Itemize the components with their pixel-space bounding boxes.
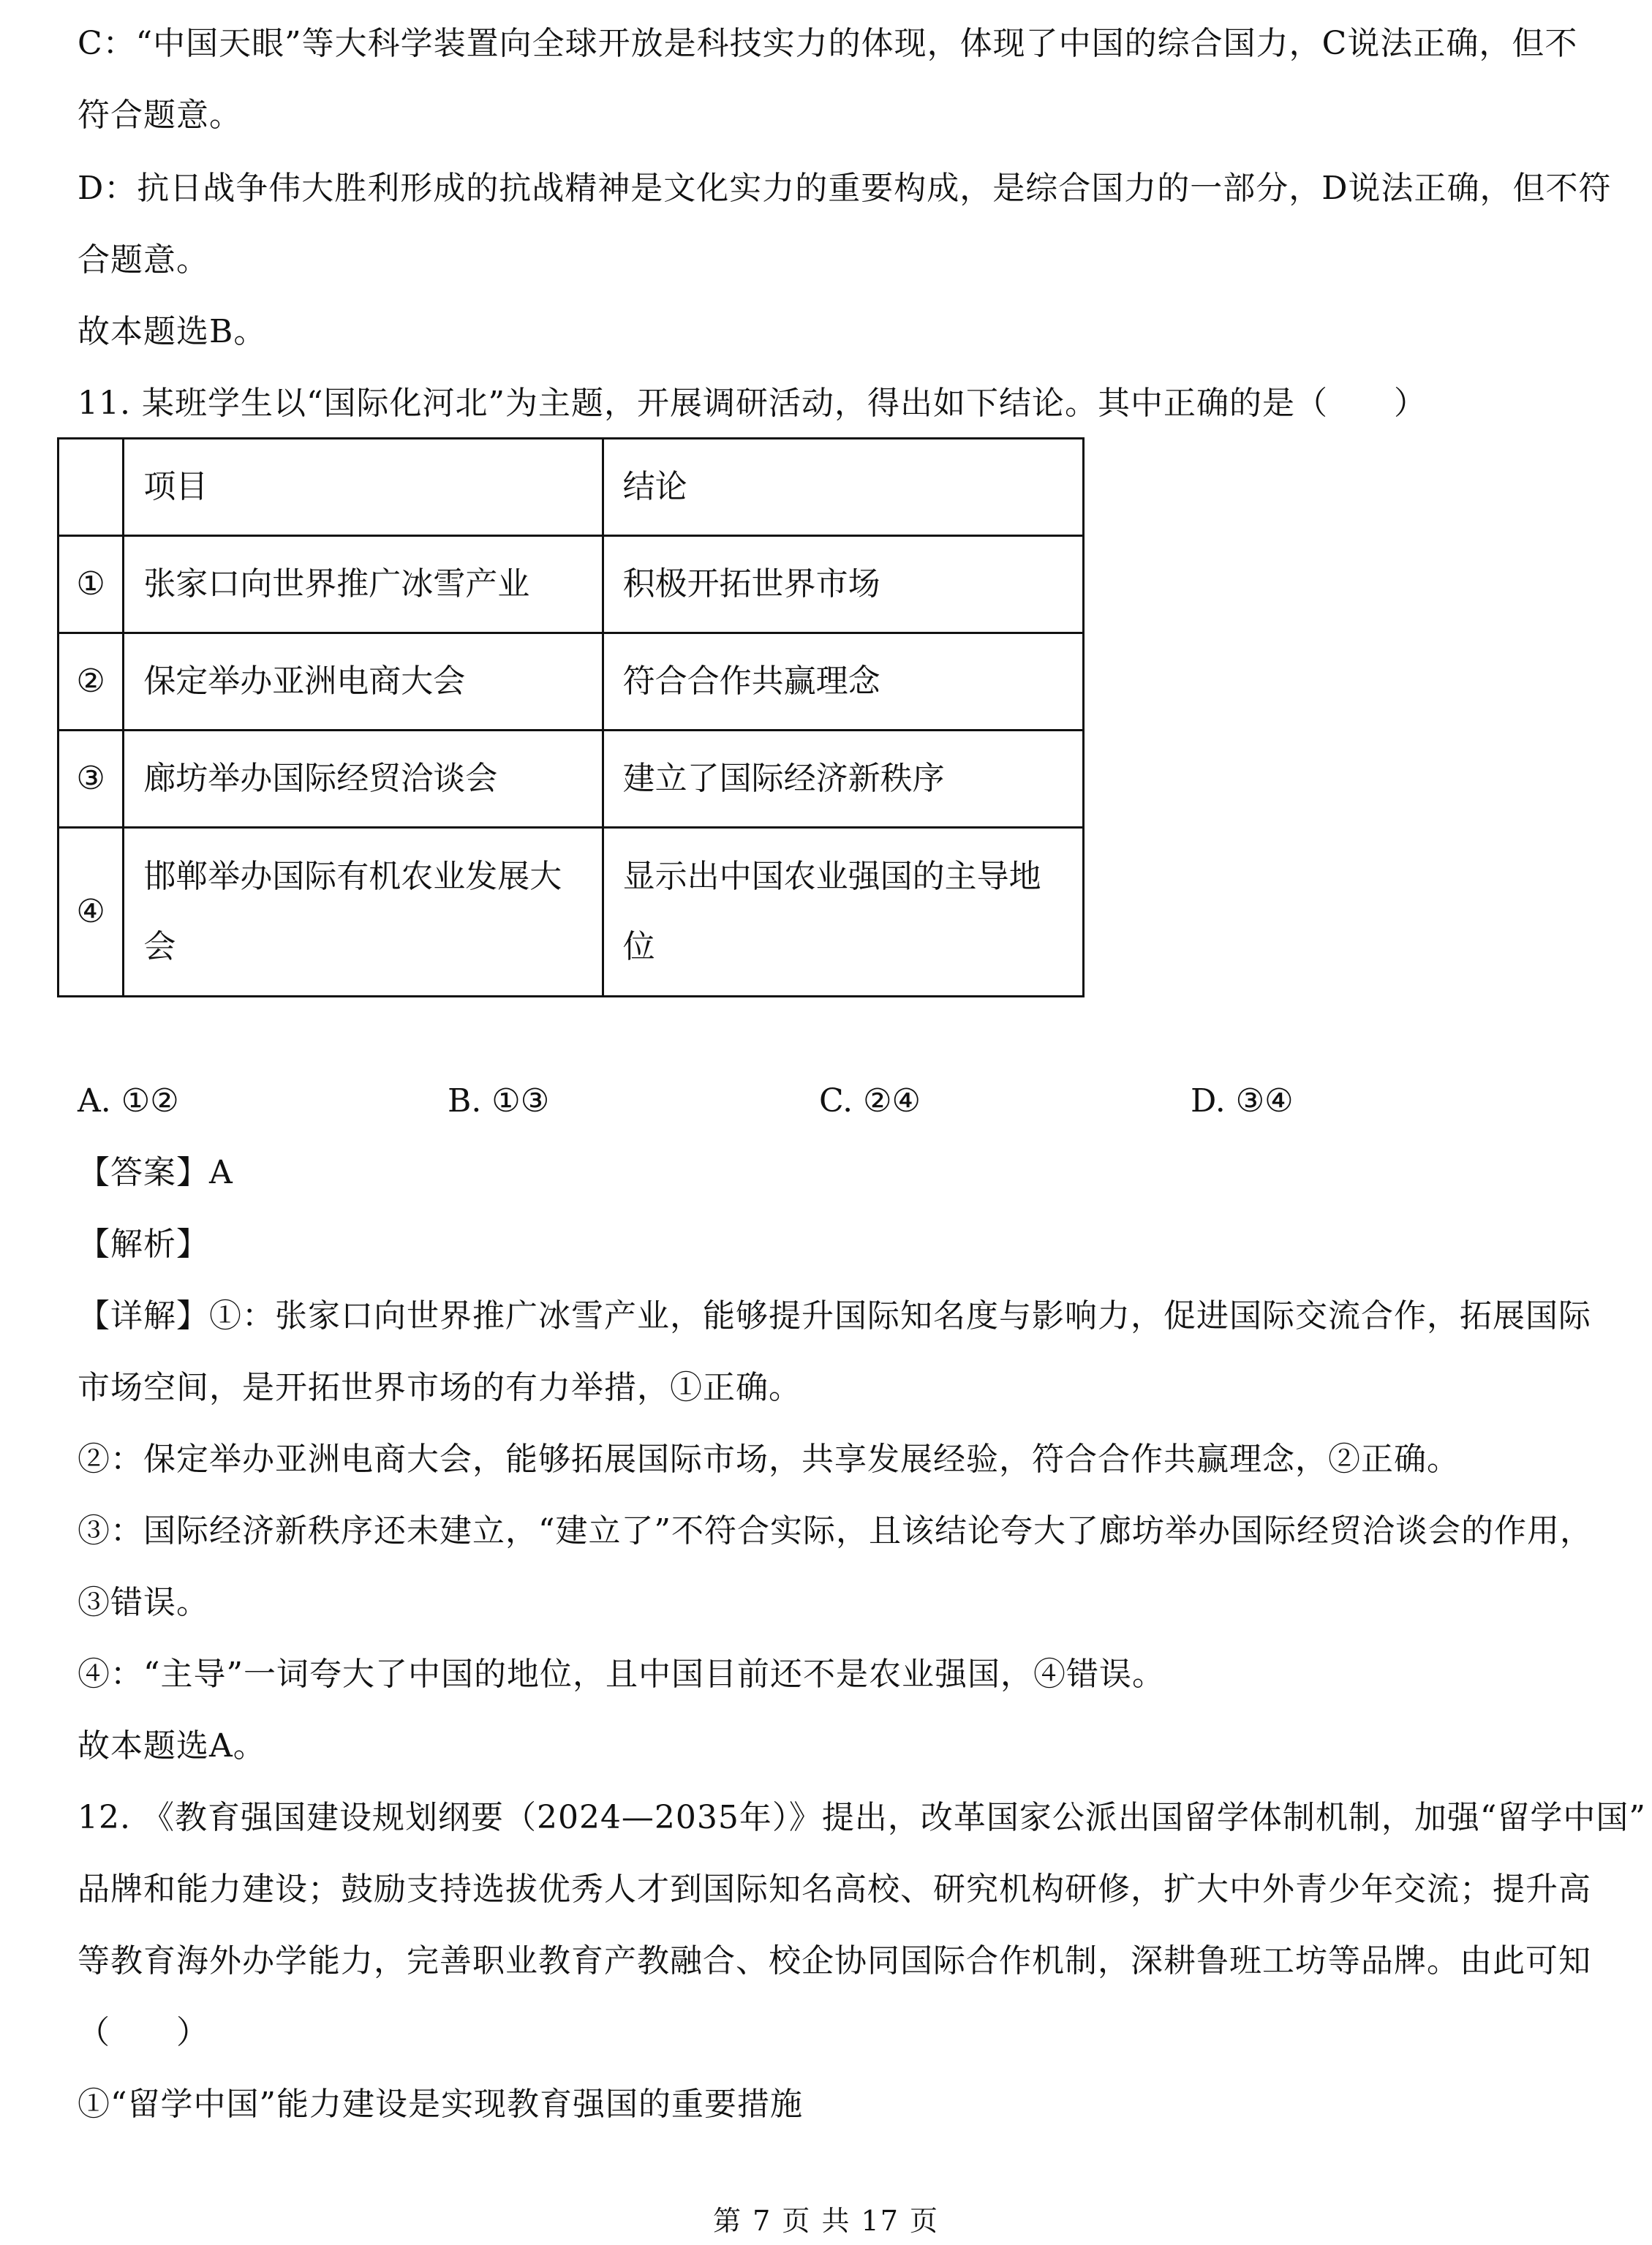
table-row <box>59 536 1084 633</box>
row-conclusion <box>603 828 1083 997</box>
question-12-stem-line2: 品牌和能力建设；鼓励支持选拔优秀人才到国际知名高校、研究机构研修，扩大中外青少年交流；提升高 <box>78 1871 1591 1908</box>
detail-1-line1: 【详解】①：张家口向世界推广冰雪产业，能够提升国际知名度与影响力，促进国际交流合作，拓展国际 <box>78 1297 1591 1335</box>
table-header-num <box>59 439 124 536</box>
table-row <box>59 731 1084 828</box>
table-header-project: 项目 <box>124 439 603 536</box>
row-project-line2: 会 <box>143 928 176 965</box>
row-number: ① <box>59 536 124 633</box>
analysis-option-c-line2: 符合题意。 <box>78 97 242 134</box>
page-footer: 第 7 页 共 17 页 <box>713 2205 939 2237</box>
option-c: C. ②④ <box>819 1082 921 1120</box>
table-row <box>59 633 1084 731</box>
detail-3-line2: ③错误。 <box>78 1584 209 1621</box>
row-project: 保定举办亚洲电商大会 <box>124 633 603 731</box>
prev-conclusion: 故本题选B。 <box>78 313 267 350</box>
question-12-stem-line4: （ ） <box>78 2014 209 2051</box>
row-number: ③ <box>59 731 124 828</box>
option-a: A. ①② <box>78 1082 179 1120</box>
row-project-line1: 邯郸举办国际有机农业发展大 <box>143 858 562 895</box>
row-number: ② <box>59 633 124 731</box>
option-d: D. ③④ <box>1191 1082 1294 1120</box>
answer: 【答案】A <box>78 1154 233 1191</box>
question-12-stem-line1: 12. 《教育强国建设规划纲要（2024—2035年）》提出，改革国家公派出国留学体制机制，加强“留学中国” <box>78 1799 1646 1836</box>
table-header-row <box>59 439 1084 536</box>
detail-3-line1: ③：国际经济新秩序还未建立，“建立了”不符合实际，且该结论夸大了廊坊举办国际经贸洽谈会的作用， <box>78 1512 1593 1550</box>
analysis-option-c-line1: C：“中国天眼”等大科学装置向全球开放是科技实力的体现，体现了中国的综合国力，C说法正确，但不 <box>78 25 1578 62</box>
table-row <box>59 828 1084 997</box>
detail-4: ④：“主导”一词夸大了中国的地位，且中国目前还不是农业强国，④错误。 <box>78 1656 1165 1693</box>
q11-conclusion: 故本题选A。 <box>78 1727 266 1765</box>
question-12-stem-line3: 等教育海外办学能力，完善职业教育产教融合、校企协同国际合作机制，深耕鲁班工坊等品牌。由此可知 <box>78 1942 1591 1980</box>
question-12-item-1: ①“留学中国”能力建设是实现教育强国的重要措施 <box>78 2086 803 2123</box>
option-b: B. ①③ <box>448 1082 550 1120</box>
row-conclusion-line1: 显示出中国农业强国的主导地 <box>622 858 1041 895</box>
row-number: ④ <box>59 828 124 997</box>
row-conclusion: 建立了国际经济新秩序 <box>603 731 1083 828</box>
analysis-option-d-line1: D：抗日战争伟大胜利形成的抗战精神是文化实力的重要构成，是综合国力的一部分，D说法正确，但不符 <box>78 170 1612 207</box>
analysis-option-d-line2: 合题意。 <box>78 241 209 279</box>
table-header-conclusion: 结论 <box>603 439 1083 536</box>
detail-2: ②：保定举办亚洲电商大会，能够拓展国际市场，共享发展经验，符合合作共赢理念，②正确。 <box>78 1441 1460 1478</box>
analysis-label: 【解析】 <box>78 1226 209 1263</box>
question-11-table <box>57 437 1085 997</box>
row-project <box>124 828 603 997</box>
row-conclusion-line2: 位 <box>622 928 655 965</box>
row-conclusion: 符合合作共赢理念 <box>603 633 1083 731</box>
row-conclusion: 积极开拓世界市场 <box>603 536 1083 633</box>
detail-1-line2: 市场空间，是开拓世界市场的有力举措，①正确。 <box>78 1369 802 1406</box>
row-project: 张家口向世界推广冰雪产业 <box>124 536 603 633</box>
row-project: 廊坊举办国际经贸洽谈会 <box>124 731 603 828</box>
question-11-stem: 11. 某班学生以“国际化河北”为主题，开展调研活动，得出如下结论。其中正确的是（ ） <box>78 385 1427 422</box>
